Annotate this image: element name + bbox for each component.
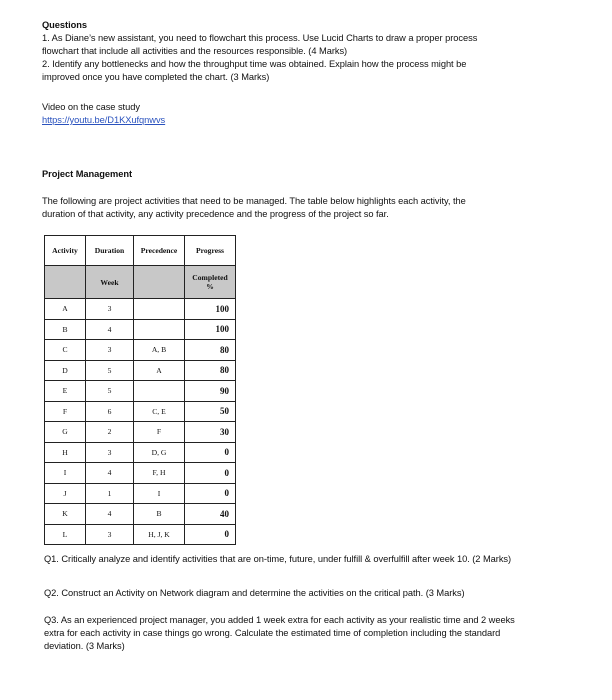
cell-progress: 50 <box>185 401 236 422</box>
cell-precedence <box>134 299 185 320</box>
table-row <box>45 524 236 545</box>
question-1-line-2: flowchart that include all activities and the resources responsible. (4 Marks) <box>42 46 348 56</box>
cell-duration: 6 <box>86 401 134 422</box>
table-row <box>45 422 236 443</box>
header-precedence: Precedence <box>134 236 185 266</box>
table-row <box>45 360 236 381</box>
cell-progress: 0 <box>185 463 236 484</box>
subheader-progress-line-2: % <box>206 282 214 291</box>
task-q3-line-1: Q3. As an experienced project manager, you added 1 week extra for each activity as your realistic time and 2 weeks <box>44 615 515 625</box>
question-2-line-1: 2. Identify any bottlenecks and how the throughput time was obtained. Explain how the process might be <box>42 59 467 69</box>
table-row <box>45 381 236 402</box>
subheader-duration-unit: Week <box>86 266 134 299</box>
cell-precedence: H, J, K <box>134 524 185 545</box>
cell-precedence: A, B <box>134 340 185 361</box>
cell-activity: H <box>45 442 86 463</box>
question-1-line-1: 1. As Diane’s new assistant, you need to flowchart this process. Use Lucid Charts to draw a proper process <box>42 33 478 43</box>
table-row <box>45 463 236 484</box>
cell-duration: 3 <box>86 340 134 361</box>
cell-progress: 0 <box>185 524 236 545</box>
cell-activity: F <box>45 401 86 422</box>
cell-progress: 80 <box>185 340 236 361</box>
cell-duration: 3 <box>86 524 134 545</box>
cell-precedence <box>134 381 185 402</box>
cell-precedence: A <box>134 360 185 381</box>
cell-precedence: D, G <box>134 442 185 463</box>
table-row <box>45 401 236 422</box>
cell-duration: 4 <box>86 463 134 484</box>
cell-progress: 0 <box>185 483 236 504</box>
cell-duration: 4 <box>86 504 134 525</box>
cell-progress: 90 <box>185 381 236 402</box>
cell-progress: 100 <box>185 319 236 340</box>
activity-table <box>44 235 236 545</box>
cell-activity: D <box>45 360 86 381</box>
question-2-line-2: improved once you have completed the chart. (3 Marks) <box>42 72 270 82</box>
table-subheader-row <box>45 266 236 299</box>
cell-precedence: C, E <box>134 401 185 422</box>
cell-activity: E <box>45 381 86 402</box>
cell-precedence: I <box>134 483 185 504</box>
cell-precedence: F <box>134 422 185 443</box>
project-intro-line-1: The following are project activities that need to be managed. The table below highlights each activity, the <box>42 196 466 206</box>
cell-duration: 5 <box>86 381 134 402</box>
table-row <box>45 340 236 361</box>
cell-progress: 30 <box>185 422 236 443</box>
cell-precedence <box>134 319 185 340</box>
subheader-precedence-empty <box>134 266 185 299</box>
subheader-activity-empty <box>45 266 86 299</box>
questions-heading: Questions <box>42 20 88 30</box>
cell-precedence: B <box>134 504 185 525</box>
cell-activity: A <box>45 299 86 320</box>
cell-progress: 40 <box>185 504 236 525</box>
cell-progress: 0 <box>185 442 236 463</box>
cell-progress: 100 <box>185 299 236 320</box>
task-q1: Q1. Critically analyze and identify activities that are on-time, future, under fulfill & overfulfill after week 10. (2 Marks) <box>44 554 512 564</box>
cell-duration: 2 <box>86 422 134 443</box>
cell-activity: I <box>45 463 86 484</box>
table-row <box>45 483 236 504</box>
table-row <box>45 504 236 525</box>
cell-activity: C <box>45 340 86 361</box>
video-label: Video on the case study <box>42 102 140 112</box>
subheader-progress-line-1: Completed <box>192 273 228 282</box>
header-duration: Duration <box>86 236 134 266</box>
cell-duration: 3 <box>86 299 134 320</box>
project-management-heading: Project Management <box>42 169 133 179</box>
cell-duration: 1 <box>86 483 134 504</box>
header-progress: Progress <box>185 236 236 266</box>
cell-activity: L <box>45 524 86 545</box>
cell-duration: 4 <box>86 319 134 340</box>
header-activity: Activity <box>45 236 86 266</box>
cell-precedence: F, H <box>134 463 185 484</box>
project-intro-line-2: duration of that activity, any activity precedence and the progress of the project so far. <box>42 209 389 219</box>
task-q3-line-3: deviation. (3 Marks) <box>44 641 125 651</box>
cell-activity: B <box>45 319 86 340</box>
table-row <box>45 319 236 340</box>
cell-activity: K <box>45 504 86 525</box>
task-q2: Q2. Construct an Activity on Network diagram and determine the activities on the critical path. (3 Marks) <box>44 588 465 598</box>
task-q3-line-2: extra for each activity in case things go wrong. Calculate the estimated time of completion including the standard <box>44 628 501 638</box>
cell-duration: 5 <box>86 360 134 381</box>
table-row <box>45 442 236 463</box>
cell-duration: 3 <box>86 442 134 463</box>
video-link[interactable]: https://youtu.be/D1KXufqnwvs <box>42 115 166 125</box>
subheader-progress-unit <box>185 266 236 299</box>
table-header-row <box>45 236 236 266</box>
cell-activity: J <box>45 483 86 504</box>
cell-activity: G <box>45 422 86 443</box>
cell-progress: 80 <box>185 360 236 381</box>
table-row <box>45 299 236 320</box>
